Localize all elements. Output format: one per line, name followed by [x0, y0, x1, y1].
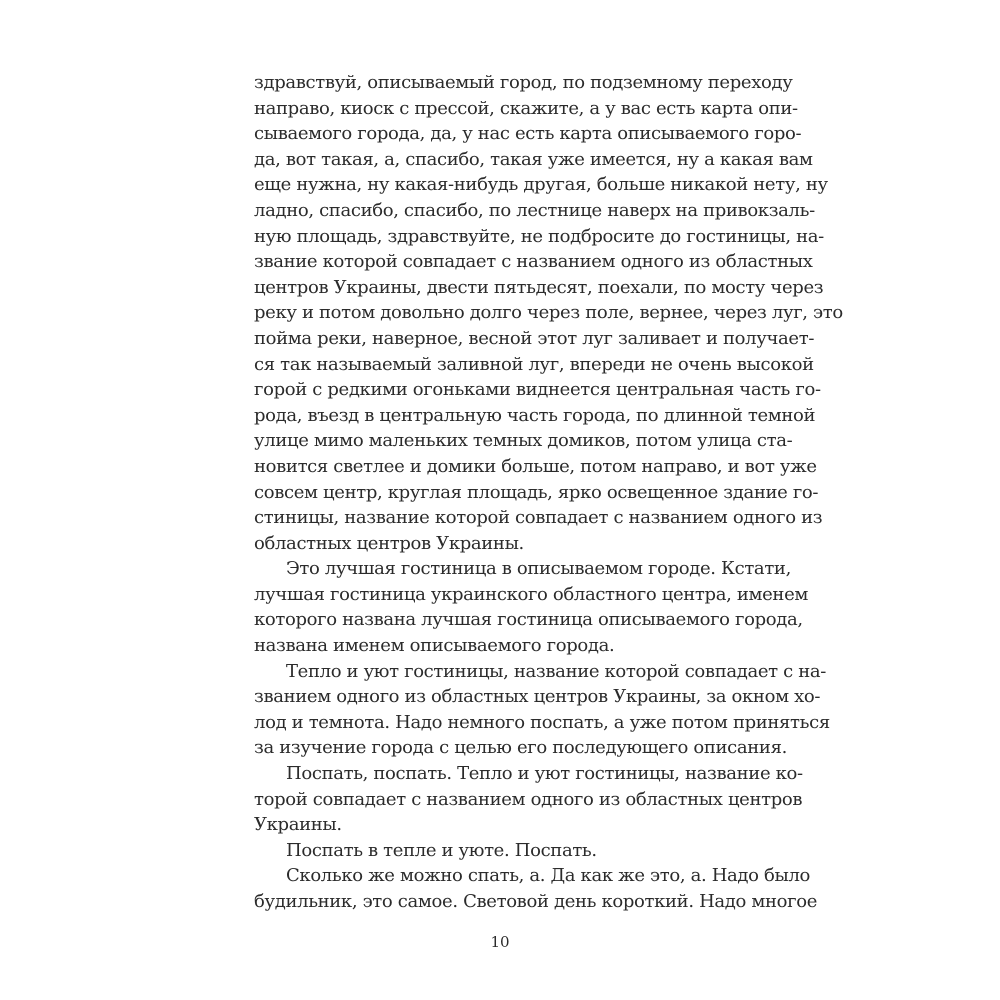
text-line: новится светлее и домики больше, потом направо, и вот уже: [254, 455, 817, 477]
text-line: Поспать в тепле и уюте. Поспать.: [286, 839, 597, 861]
text-line: ся так называемый заливной луг, впереди не очень высокой: [254, 353, 814, 375]
text-line: здравствуй, описываемый город, по подземному переходу: [254, 72, 793, 93]
text-line: еще нужна, ну какая-нибудь другая, больше никакой нету, ну: [254, 174, 828, 196]
text-line: Сколько же можно спать, а. Да как же это, а. Надо было: [286, 865, 811, 887]
text-line: сываемого города, да, у нас есть карта описываемого горо-: [254, 123, 802, 145]
text-line: торой совпадает с названием одного из областных центров: [254, 788, 803, 810]
text-line: пойма реки, наверное, весной этот луг заливает и получает-: [254, 327, 815, 349]
text-line: Украины.: [254, 814, 342, 836]
text-line: которого названа лучшая гостиница описываемого города,: [254, 609, 803, 631]
text-line: лод и темнота. Надо немного поспать, а уже потом приняться: [254, 711, 830, 733]
text-line: улице мимо маленьких темных домиков, потом улица ста-: [254, 430, 793, 452]
text-line: совсем центр, круглая площадь, ярко освещенное здание го-: [254, 481, 819, 503]
text-line: Тепло и уют гостиницы, название которой совпадает с на-: [286, 660, 826, 682]
text-line: будильник, это самое. Световой день короткий. Надо многое: [254, 891, 818, 912]
text-line: звание которой совпадает с названием одного из областных: [254, 251, 813, 273]
text-line: названа именем описываемого города.: [254, 635, 615, 657]
text-line: Поспать, поспать. Тепло и уют гостиницы, название ко-: [286, 763, 803, 785]
text-line: ную площадь, здравствуйте, не подбросите до гостиницы, на-: [254, 225, 824, 247]
text-line: горой с редкими огоньками виднеется центральная часть го-: [254, 379, 821, 401]
page-number: 10: [490, 933, 510, 951]
text-line: областных центров Украины.: [254, 532, 524, 554]
text-line: центров Украины, двести пятьдесят, поехали, по мосту через: [254, 276, 824, 298]
text-line: направо, киоск с прессой, скажите, а у вас есть карта опи-: [254, 97, 798, 119]
text-line: реку и потом довольно долго через поле, вернее, через луг, это: [254, 302, 843, 324]
text-line: лучшая гостиница украинского областного центра, именем: [254, 583, 809, 605]
body-text: [254, 70, 843, 915]
text-line: Это лучшая гостиница в описываемом городе. Кстати,: [286, 558, 791, 580]
text-line: за изучение города с целью его последующего описания.: [254, 737, 787, 759]
text-line: званием одного из областных центров Украины, за окном хо-: [254, 686, 821, 708]
text-line: ладно, спасибо, спасибо, по лестнице наверх на привокзаль-: [254, 199, 815, 221]
text-line: стиницы, название которой совпадает с названием одного из: [254, 507, 823, 529]
text-line: рода, въезд в центральную часть города, по длинной темной: [254, 404, 816, 426]
text-line: да, вот такая, а, спасибо, такая уже имеется, ну а какая вам: [254, 148, 813, 170]
